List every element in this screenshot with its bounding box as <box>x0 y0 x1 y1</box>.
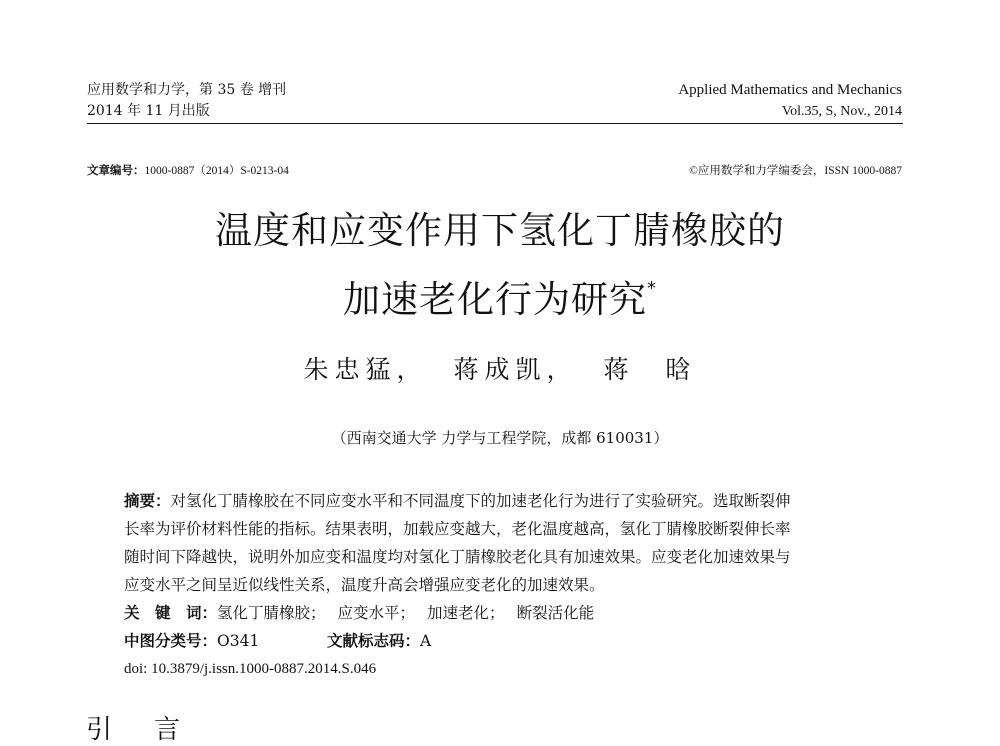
doi-line: doi: 10.3879/j.issn.1000-0887.2014.S.046 <box>124 661 377 677</box>
author-list <box>0 350 1000 386</box>
author-2: 蒋成凯， <box>453 355 578 384</box>
abstract-label: 摘要： <box>124 491 171 510</box>
title-footnote-mark: * <box>647 278 657 299</box>
running-header-right <box>678 80 902 122</box>
author-3: 蒋 晗 <box>603 355 697 384</box>
clc-label: 中图分类号： <box>124 631 218 650</box>
author-1: 朱忠猛， <box>303 355 428 384</box>
abstract-block <box>124 487 894 683</box>
keywords-label: 关 键 词： <box>124 603 218 622</box>
keywords-row <box>124 599 894 627</box>
article-number <box>87 162 289 178</box>
article-number-label: 文章编号： <box>87 165 145 177</box>
keyword-4: 断裂活化能 <box>516 604 595 622</box>
title-line-2: 加速老化行为研究 <box>343 278 647 321</box>
publish-date-cn: 2014 年 11 月出版 <box>87 103 210 119</box>
doc-code: A <box>420 632 432 650</box>
doc-code-label: 文献标志码： <box>327 631 421 650</box>
clc-code: O341 <box>217 632 260 650</box>
keyword-1: 氢化丁腈橡胶； <box>217 604 326 622</box>
journal-name-cn: 应用数学和力学，第 35 卷 增刊 <box>87 82 287 98</box>
abstract-line-1: 对氢化丁腈橡胶在不同应变水平和不同温度下的加速老化行为进行了实验研究。选取断裂伸 <box>170 492 791 510</box>
keyword-2: 应变水平； <box>337 604 416 622</box>
section-heading-introduction: 引言 <box>86 715 223 745</box>
title-line-1: 温度和应变作用下氢化丁腈橡胶的 <box>215 209 785 252</box>
copyright-line: ©应用数学和力学编委会，ISSN 1000-0887 <box>689 165 902 177</box>
running-header-left <box>87 80 286 122</box>
abstract-line-3: 随时间下降越快，说明外加应变和温度均对氢化丁腈橡胶老化具有加速效果。应变老化加速效果与 <box>124 548 791 566</box>
article-number-value: 1000-0887（2014）S-0213-04 <box>144 165 289 177</box>
journal-name-en: Applied Mathematics and Mechanics <box>678 82 902 98</box>
affiliation: （西南交通大学 力学与工程学院，成都 610031） <box>331 429 669 447</box>
volume-info-en: Vol.35, S, Nov., 2014 <box>781 104 902 119</box>
header-rule <box>87 123 903 124</box>
abstract-line-4: 应变水平之间呈近似线性关系，温度升高会增强应变老化的加速效果。 <box>124 576 605 594</box>
abstract-line-2: 长率为评价材料性能的指标。结果表明，加载应变越大，老化温度越高，氢化丁腈橡胶断裂伸长率 <box>124 520 791 538</box>
classification-row <box>124 627 894 655</box>
keyword-3: 加速老化； <box>427 604 505 622</box>
paper-title <box>0 202 1000 329</box>
